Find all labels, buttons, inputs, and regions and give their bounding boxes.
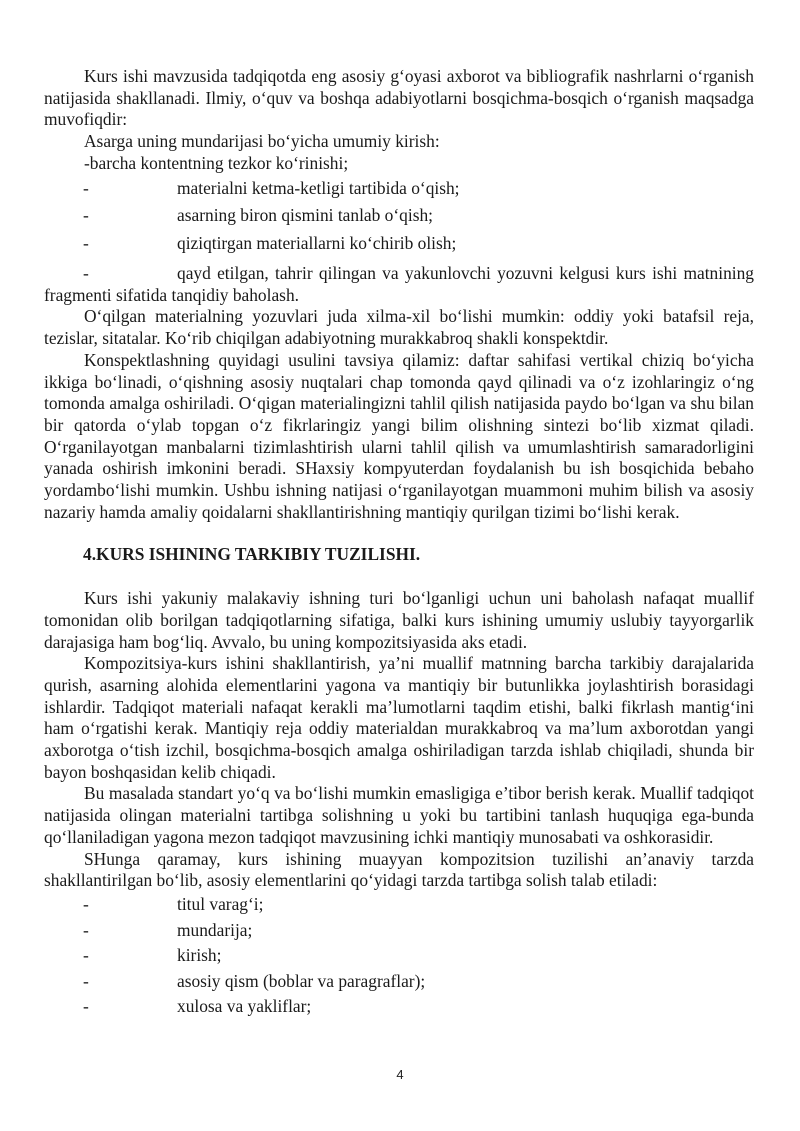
- page-number: 4: [396, 1067, 404, 1082]
- body-paragraph: O‘qilgan materialning yozuvlari juda xilma-xil bo‘lishi mumkin: oddiy yoki batafsil reja, tezislar, sitatalar. Ko‘rib chiqilgan adabiyotning murakkabroq shakli konspektdir.: [44, 306, 754, 349]
- list-item: [44, 969, 754, 995]
- list-item-text: kirish;: [177, 945, 222, 965]
- body-paragraph: Kurs ishi yakuniy malakaviy ishning turi bo‘lganligi uchun uni baholash nafaqat muallif tomonidan olib borilgan tadqiqotlarning sifatiga, balki kurs ishining umumiy uslubiy tayyorgarlik darajasiga ham bog‘liq. Avvalo, bu uning kompozitsiyasida aks etadi.: [44, 588, 754, 652]
- list-item: [44, 892, 754, 918]
- list-item-text: materialni ketma-ketligi tartibida o‘qish;: [177, 177, 460, 198]
- list-dash: -: [83, 945, 89, 965]
- body-paragraph: SHunga qaramay, kurs ishining muayyan kompozitsion tuzilishi an’anaviy tarzda shakllantirilgan bo‘lib, asosiy elementlarini qo‘yidagi tarzda tartibga solish talab etiladi:: [44, 848, 754, 891]
- list-item-text: qiziqtirgan materiallarni ko‘chirib olish;: [177, 232, 457, 253]
- list-dash: -: [83, 919, 89, 940]
- list-item: [44, 175, 754, 203]
- document-page: [44, 66, 754, 1020]
- section-heading: 4.KURS ISHINING TARKIBIY TUZILISHI.: [83, 544, 421, 565]
- list-item: [44, 918, 754, 944]
- list-item-text: qayd etilgan, tahrir qilingan va yakunlovchi yozuvni kelgusi kurs ishi matnining fragmenti sifatida tanqidiy baholash.: [44, 263, 754, 305]
- body-paragraph: Bu masalada standart yo‘q va bo‘lishi mumkin emasligiga e’tibor berish kerak. Muallif tadqiqot natijasida olingan materialni tartibga solishning u yoki bu tartibini tanlash huquqiga ega-bunda qo‘llaniladigan yagona mezon tadqiqot mavzusining ichki mantiqiy munosabati va oshkorasidir.: [44, 783, 754, 847]
- list-item-text: asarning biron qismini tanlab o‘qish;: [177, 205, 433, 226]
- list-item-text: mundarija;: [177, 919, 253, 940]
- reading-steps-list: [44, 175, 754, 307]
- structure-elements-list: [44, 892, 754, 1020]
- intro-line: -barcha kontentning tezkor ko‘rinishi;: [84, 152, 349, 173]
- body-paragraph: Kompozitsiya-kurs ishini shakllantirish, ya’ni muallif matnning barcha tarkibiy darajalarida qurish, asarning alohida elementlarini yagona va mantiqiy bir butunlikka joylashtirish borasidagi ishlardir. Tadqiqot materiali nafaqat kerakli ma’lumotlarni taqdim etishi, balki fikrlash mantig‘ini ham o‘rgatishi kerak. Mantiqiy reja oddiy materialdan murakkabroq va ma’lum axborotdan yangi axborotga o‘tish izchil, bosqichma-bosqich amalga oshiriladigan tarzda ishlab chiqiladi, shunda bir bayon boshqasidan kelib chiqadi.: [44, 653, 754, 782]
- list-item: [44, 994, 754, 1020]
- list-item: [44, 202, 754, 230]
- list-item: [44, 263, 754, 306]
- list-dash: -: [83, 205, 89, 226]
- list-item-text: titul varag‘i;: [177, 894, 264, 914]
- list-dash: -: [83, 177, 89, 198]
- list-item: [44, 943, 754, 969]
- body-paragraph: Konspektlashning quyidagi usulini tavsiya qilamiz: daftar sahifasi vertikal chiziq bo‘yicha ikkiga bo‘linadi, o‘qishning asosiy nuqtalari chap tomonda qayd qilinadi va o‘z izohlaringiz o‘ng tomonda amalga oshiriladi. O‘qigan materialingizni tahlil qilish natijasida paydo bo‘lgan va shu bilan bir qatorda o‘ylab topgan o‘z fikrlaringiz yangi bilim olishning sintezi bo‘lib xizmat qiladi. O‘rganilayotgan manbalarni tizimlashtirish ularni tahlil qilish va umumlashtirish samaradorligini yanada oshirish imkonini beradi. SHaxsiy kompyuterdan foydalanish bu ish bosqichida bebaho yordambo‘lishi mumkin. Ushbu ishning natijasi o‘rganilayotgan muammoni muhim bilish va asosiy nazariy hamda amaliy qoidalarni shakllantirishning mantiqiy qurilgan tizimi bo‘lishi kerak.: [44, 349, 754, 522]
- list-dash: -: [83, 894, 89, 914]
- intro-paragraph: Kurs ishi mavzusida tadqiqotda eng asosiy g‘oyasi axborot va bibliografik nashrlarni o‘rganish natijasida shakllanadi. Ilmiy, o‘quv va boshqa adabiyotlarni bosqichma-bosqich o‘rganish maqsadga muvofiqdir:: [44, 66, 754, 130]
- list-dash: -: [83, 263, 89, 284]
- list-item: [44, 230, 754, 258]
- list-dash: -: [83, 232, 89, 253]
- list-dash: -: [83, 996, 89, 1016]
- intro-line: Asarga uning mundarijasi bo‘yicha umumiy kirish:: [84, 131, 440, 152]
- list-item-text: xulosa va yakliflar;: [177, 996, 312, 1016]
- list-dash: -: [83, 970, 89, 991]
- list-item-text: asosiy qism (boblar va paragraflar);: [177, 970, 426, 991]
